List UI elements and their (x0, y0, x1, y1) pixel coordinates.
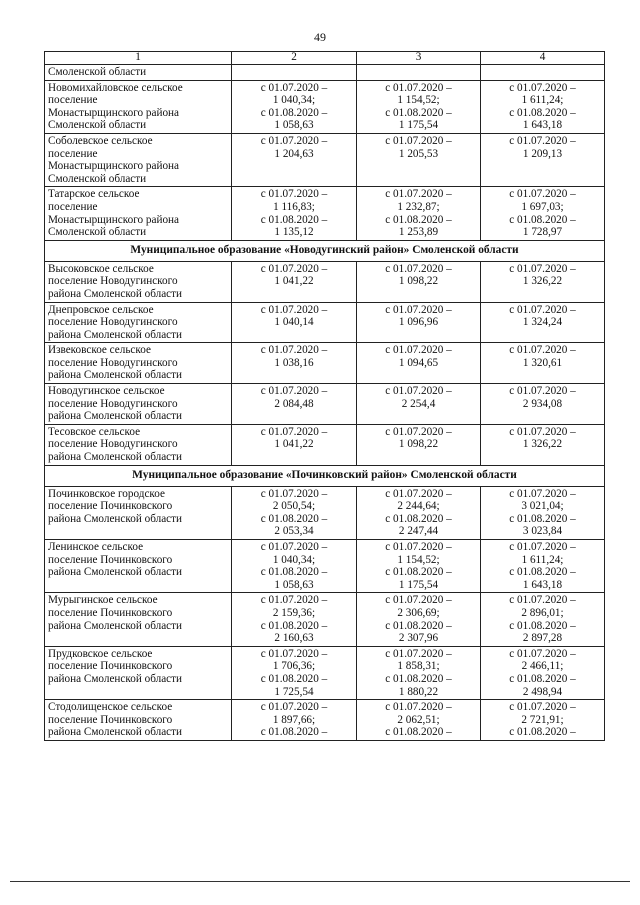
cell-line: района Смоленской области (48, 328, 183, 341)
cell-line: 2 897,28 (522, 632, 563, 645)
tariff-cell-3 (357, 700, 481, 741)
settlement-name-cell (45, 133, 232, 186)
section-row (45, 240, 605, 261)
cell-line: 2 466,11; (521, 660, 564, 673)
cell-line: 1 324,24 (522, 316, 563, 329)
settlement-name-cell (45, 187, 232, 240)
table-row (45, 133, 605, 186)
tariff-cell-2 (232, 424, 357, 465)
table-row (45, 700, 605, 741)
table-row (45, 187, 605, 240)
settlement-name-cell (45, 486, 232, 539)
tariff-cell-3 (357, 486, 481, 539)
settlement-name-cell (45, 384, 232, 425)
cell-line: с 01.07.2020 – (260, 701, 328, 714)
cell-line: Татарское сельское (48, 188, 140, 201)
cell-line: 1 725,54 (274, 685, 314, 698)
cell-line: с 01.07.2020 – (509, 134, 576, 147)
tariff-cell-2 (232, 646, 357, 699)
cell-line: Соболевское сельское (48, 134, 153, 147)
cell-line: с 01.08.2020 – (260, 566, 328, 579)
tariff-cell-4 (481, 700, 605, 741)
cell-line: с 01.07.2020 – (385, 262, 452, 275)
cell-line: поселение Починковского (48, 500, 173, 513)
cell-line: с 01.08.2020 – (385, 566, 452, 579)
column-header-4: 4 (481, 52, 605, 65)
cell-line: с 01.07.2020 – (260, 344, 328, 357)
cell-line: района Смоленской области (48, 672, 183, 685)
cell-line: 1 209,13 (522, 147, 563, 160)
column-header-2: 2 (232, 52, 357, 65)
cell-line: с 01.07.2020 – (385, 425, 452, 438)
table-row (45, 593, 605, 646)
tariff-cell-3 (357, 646, 481, 699)
cell-line: 2 160,63 (274, 632, 314, 645)
cell-line: с 01.08.2020 – (385, 106, 452, 119)
tariff-cell-3 (357, 187, 481, 240)
cell-line: с 01.07.2020 – (260, 134, 328, 147)
cell-line: 1 040,34; (272, 94, 316, 107)
cell-line: района Смоленской области (48, 369, 183, 382)
cell-line: 1 175,54 (398, 119, 439, 132)
cell-line: 2 934,08 (522, 397, 563, 410)
settlement-name-cell (45, 424, 232, 465)
cell-line: с 01.07.2020 – (385, 303, 452, 316)
section-row (45, 465, 605, 486)
cell-line: с 01.07.2020 – (509, 262, 576, 275)
tariff-cell-2 (232, 80, 357, 133)
column-header-3: 3 (357, 52, 481, 65)
settlement-name-cell (45, 302, 232, 343)
cell-line: с 01.08.2020 – (260, 213, 328, 226)
table-row (45, 384, 605, 425)
cell-line: 1 858,31; (397, 660, 440, 673)
cell-line: района Смоленской области (48, 410, 183, 423)
cell-line: поселение Новодугинского (48, 356, 178, 369)
cell-line: с 01.07.2020 – (260, 425, 328, 438)
cell-line: Смоленской области (48, 66, 147, 78)
cell-line: 1 175,54 (398, 578, 439, 591)
tariff-cell-3 (357, 302, 481, 343)
cell-line: 1 728,97 (522, 226, 563, 239)
cell-line: с 01.07.2020 – (260, 487, 328, 500)
cell-line: Стодолищенское сельское (48, 701, 173, 714)
cell-line: 1 038,16 (274, 356, 314, 369)
tariff-cell-4 (481, 486, 605, 539)
cell-line: района Смоленской области (48, 512, 183, 525)
cell-line: 2 721,91; (521, 713, 564, 726)
cell-line: района Смоленской области (48, 566, 183, 579)
column-header-1: 1 (45, 52, 232, 65)
cell-line: 1 041,22 (274, 438, 314, 451)
tariff-cell-3 (357, 80, 481, 133)
table-row (45, 302, 605, 343)
cell-line: поселение Новодугинского (48, 438, 178, 451)
cell-line: Монастырщинского района (48, 106, 179, 119)
tariff-cell-4 (481, 80, 605, 133)
tariff-cell-4 (481, 646, 605, 699)
cell-line: с 01.08.2020 – (509, 619, 576, 632)
cell-line: 3 021,04; (521, 500, 564, 513)
cell-line: 2 053,34 (274, 525, 314, 538)
settlement-name-cell (45, 700, 232, 741)
cell-line: с 01.07.2020 – (260, 647, 328, 660)
cell-line: Высоковское сельское (48, 262, 154, 275)
cell-line: Ленинское сельское (48, 541, 144, 553)
cell-line: с 01.07.2020 – (509, 701, 576, 714)
table-row (45, 424, 605, 465)
tariff-cell-3 (357, 593, 481, 646)
cell-line: с 01.08.2020 – (385, 672, 452, 685)
cell-line: 1 643,18 (522, 119, 563, 132)
cell-line: с 01.07.2020 – (385, 188, 452, 201)
cell-line: Смоленской области (48, 226, 147, 239)
tariff-cell-2 (232, 384, 357, 425)
cell-line: с 01.08.2020 – (509, 213, 576, 226)
cell-line: с 01.08.2020 – (385, 726, 452, 739)
cell-line: с 01.07.2020 – (509, 541, 576, 553)
cell-line: поселение (48, 94, 98, 107)
cell-line: с 01.08.2020 – (509, 566, 576, 579)
tariff-cell-4 (481, 343, 605, 384)
cell-line: с 01.07.2020 – (385, 385, 452, 398)
cell-line: Новомихайловское сельское (48, 81, 183, 94)
tariff-cell-3 (357, 384, 481, 425)
tariff-cell-3 (357, 133, 481, 186)
tariff-cell-2 (232, 302, 357, 343)
settlement-name-cell (45, 65, 232, 81)
cell-line: поселение (48, 147, 98, 160)
table-body (45, 65, 605, 741)
cell-line: с 01.08.2020 – (260, 106, 328, 119)
cell-line: с 01.08.2020 – (385, 512, 452, 525)
cell-line: Извековское сельское (48, 344, 151, 357)
cell-line: 1 326,22 (522, 275, 563, 288)
cell-line: с 01.07.2020 – (385, 541, 452, 553)
cell-line: с 01.07.2020 – (509, 425, 576, 438)
cell-line: 1 098,22 (398, 275, 439, 288)
cell-line: с 01.08.2020 – (509, 512, 576, 525)
cell-line: с 01.07.2020 – (260, 594, 328, 607)
tariff-cell-3 (357, 65, 481, 81)
cell-line: 1 154,52; (397, 553, 440, 566)
table-row (45, 261, 605, 302)
cell-line: 2 498,94 (522, 685, 563, 698)
cell-line: Мурыгинское сельское (48, 594, 158, 607)
tariff-cell-4 (481, 187, 605, 240)
tariff-cell-2 (232, 133, 357, 186)
cell-line: 1 154,52; (397, 94, 440, 107)
cell-line: с 01.07.2020 – (260, 188, 328, 201)
cell-line: с 01.07.2020 – (385, 701, 452, 714)
settlement-name-cell (45, 80, 232, 133)
tariff-cell-2 (232, 540, 357, 593)
tariff-cell-4 (481, 593, 605, 646)
cell-line: поселение Новодугинского (48, 316, 178, 329)
cell-line: 1 041,22 (274, 275, 314, 288)
cell-line: 1 253,89 (398, 226, 439, 239)
cell-line: 1 643,18 (522, 578, 563, 591)
cell-line: Прудковское сельское (48, 647, 153, 660)
cell-line: с 01.07.2020 – (509, 344, 576, 357)
cell-line: 1 058,63 (274, 119, 314, 132)
cell-line: с 01.07.2020 – (260, 262, 328, 275)
cell-line: поселение Починковского (48, 660, 173, 673)
table-row (45, 80, 605, 133)
cell-line: с 01.08.2020 – (509, 726, 576, 739)
cell-line: поселение Починковского (48, 553, 173, 566)
cell-line: с 01.07.2020 – (260, 541, 328, 553)
cell-line: 1 204,63 (274, 147, 314, 160)
tariff-cell-2 (232, 187, 357, 240)
cell-line: 2 244,64; (397, 500, 440, 513)
tariff-cell-2 (232, 261, 357, 302)
cell-line: с 01.07.2020 – (385, 647, 452, 660)
cell-line: с 01.08.2020 – (260, 672, 328, 685)
cell-line: 1 096,96 (398, 316, 439, 329)
cell-line: 2 084,48 (274, 397, 314, 410)
cell-line: с 01.07.2020 – (385, 594, 452, 607)
cell-line: с 01.08.2020 – (260, 726, 328, 739)
cell-line: 1 697,03; (521, 200, 564, 213)
cell-line: 2 254,4 (401, 397, 436, 410)
cell-line: 1 058,63 (274, 578, 314, 591)
cell-line: с 01.07.2020 – (385, 344, 452, 357)
cell-line: 1 880,22 (398, 685, 439, 698)
cell-line: с 01.08.2020 – (509, 672, 576, 685)
cell-line: 1 611,24; (521, 553, 564, 566)
cell-line: 3 023,84 (522, 525, 563, 538)
tariff-cell-2 (232, 486, 357, 539)
cell-line: 2 306,69; (397, 606, 440, 619)
tariff-cell-2 (232, 593, 357, 646)
tariff-cell-4 (481, 261, 605, 302)
tariff-cell-3 (357, 343, 481, 384)
tariff-cell-4 (481, 384, 605, 425)
cell-line: 1 320,61 (522, 356, 563, 369)
cell-line: поселение Починковского (48, 606, 173, 619)
cell-line: с 01.07.2020 – (260, 81, 328, 94)
cell-line: с 01.08.2020 – (385, 213, 452, 226)
cell-line: района Смоленской области (48, 287, 183, 300)
cell-line: Днепровское сельское (48, 303, 154, 316)
cell-line: с 01.08.2020 – (509, 106, 576, 119)
cell-line: Монастырщинского района (48, 213, 179, 226)
cell-line: с 01.07.2020 – (509, 81, 576, 94)
cell-line: 2 159,36; (272, 606, 316, 619)
tariff-cell-3 (357, 540, 481, 593)
tariff-cell-4 (481, 424, 605, 465)
cell-line: Новодугинское сельское (48, 385, 165, 398)
cell-line: 1 094,65 (398, 356, 439, 369)
cell-line: с 01.07.2020 – (385, 81, 452, 94)
cell-line: 1 611,24; (521, 94, 564, 107)
cell-line: с 01.07.2020 – (509, 188, 576, 201)
section-title: Муниципальное образование «Новодугинский район» Смоленской области (45, 240, 605, 261)
cell-line: 1 706,36; (272, 660, 316, 673)
cell-line: 2 247,44 (398, 525, 439, 538)
tariff-cell-4 (481, 540, 605, 593)
tariff-cell-4 (481, 65, 605, 81)
settlement-name-cell (45, 343, 232, 384)
tariff-cell-4 (481, 302, 605, 343)
cell-line: поселение (48, 200, 98, 213)
cell-line: поселение Новодугинского (48, 275, 178, 288)
table-row (45, 65, 605, 81)
cell-line: Смоленской области (48, 172, 147, 185)
tariff-cell-3 (357, 261, 481, 302)
cell-line: 1 232,87; (397, 200, 440, 213)
tariff-cell-2 (232, 343, 357, 384)
tariff-cell-4 (481, 133, 605, 186)
cell-line: с 01.07.2020 – (509, 594, 576, 607)
settlement-name-cell (45, 261, 232, 302)
table-row (45, 540, 605, 593)
cell-line: 1 098,22 (398, 438, 439, 451)
cell-line: поселение Новодугинского (48, 397, 178, 410)
settlement-name-cell (45, 540, 232, 593)
cell-line: 1 135,12 (274, 226, 314, 239)
tariff-cell-3 (357, 424, 481, 465)
section-title: Муниципальное образование «Починковский район» Смоленской области (45, 465, 605, 486)
table-header-row (45, 52, 605, 65)
cell-line: с 01.08.2020 – (385, 619, 452, 632)
cell-line: с 01.08.2020 – (260, 512, 328, 525)
cell-line: 2 062,51; (397, 713, 440, 726)
cell-line: района Смоленской области (48, 619, 183, 632)
cell-line: 1 897,66; (272, 713, 316, 726)
tariff-table (44, 51, 605, 741)
cell-line: с 01.07.2020 – (509, 303, 576, 316)
cell-line: Тесовское сельское (48, 425, 141, 438)
table-row (45, 343, 605, 384)
cell-line: поселение Починковского (48, 713, 173, 726)
cell-line: Монастырщинского района (48, 160, 179, 173)
cell-line: Смоленской области (48, 119, 147, 132)
cell-line: 1 040,14 (274, 316, 314, 329)
cell-line: 2 896,01; (521, 606, 564, 619)
cell-line: с 01.07.2020 – (260, 303, 328, 316)
cell-line: с 01.07.2020 – (260, 385, 328, 398)
cell-line: района Смоленской области (48, 726, 183, 739)
cell-line: 1 116,83; (273, 200, 315, 213)
cell-line: 1 326,22 (522, 438, 563, 451)
cell-line: 1 205,53 (398, 147, 439, 160)
cell-line: с 01.07.2020 – (385, 134, 452, 147)
settlement-name-cell (45, 593, 232, 646)
cell-line: района Смоленской области (48, 451, 183, 464)
table-row (45, 646, 605, 699)
settlement-name-cell (45, 646, 232, 699)
cell-line: с 01.07.2020 – (509, 487, 576, 500)
cell-line: с 01.08.2020 – (260, 619, 328, 632)
table-row (45, 486, 605, 539)
footer-rule (10, 881, 630, 882)
tariff-cell-2 (232, 700, 357, 741)
cell-line: Починковское городское (48, 487, 165, 500)
cell-line: 2 050,54; (272, 500, 316, 513)
cell-line: с 01.07.2020 – (385, 487, 452, 500)
tariff-cell-2 (232, 65, 357, 81)
cell-line: 2 307,96 (398, 632, 439, 645)
cell-line: с 01.07.2020 – (509, 385, 576, 398)
page-number: 49 (314, 30, 326, 44)
cell-line: с 01.07.2020 – (509, 647, 576, 660)
cell-line: 1 040,34; (272, 553, 316, 566)
